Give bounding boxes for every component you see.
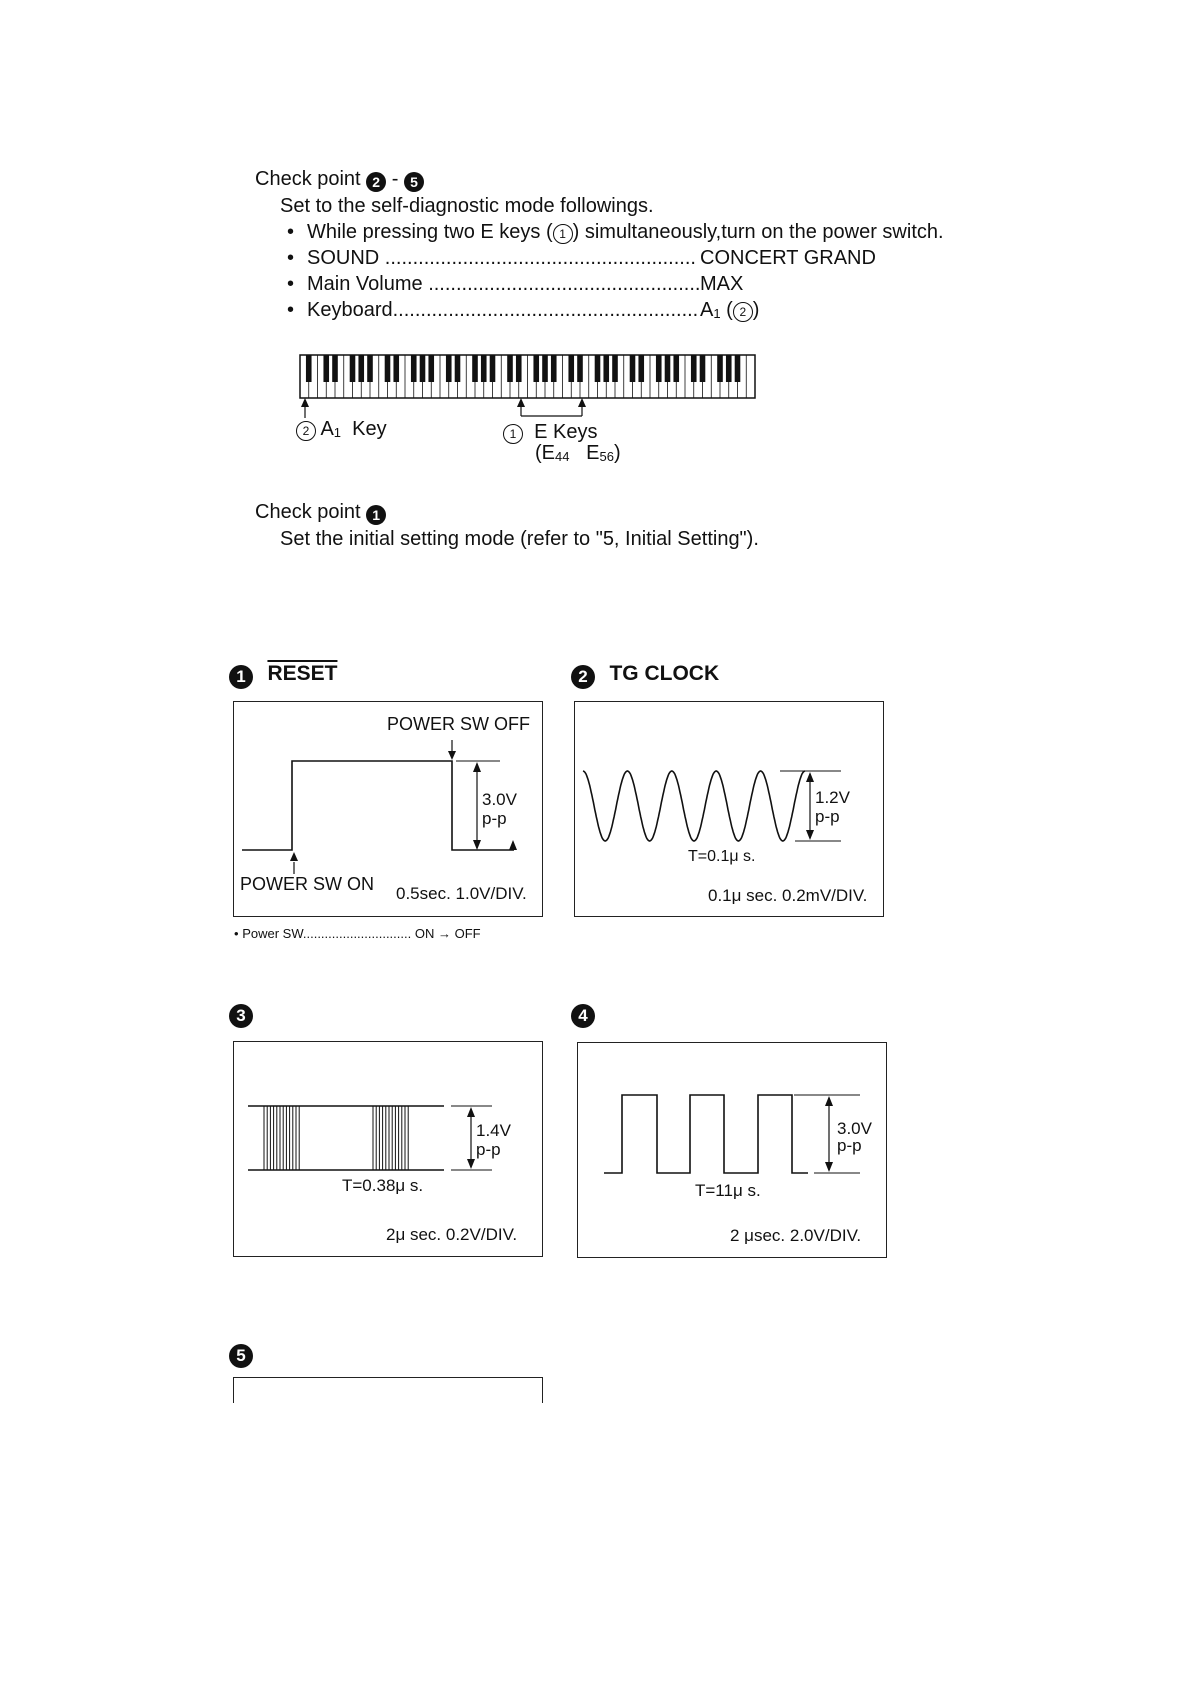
black-key [507, 355, 513, 382]
black-key [455, 355, 461, 382]
e-keys-text: E Keys [534, 421, 598, 443]
bullet-press-e-keys [287, 221, 944, 244]
black-key [323, 355, 329, 382]
step-4-badge: 4 [571, 1004, 595, 1028]
black-key [717, 355, 723, 382]
amplitude-pp: p-p [476, 1140, 501, 1159]
black-key [735, 355, 741, 382]
step-5-badge: 5 [229, 1344, 253, 1368]
ref-2-badge: 2 [296, 421, 316, 441]
amplitude-pp: p-p [837, 1136, 862, 1155]
amplitude-pp: p-p [815, 807, 840, 826]
setting-keyboard-row [287, 299, 698, 322]
label-power-sw-on: POWER SW ON [240, 874, 374, 894]
panel-3-heading [229, 1004, 253, 1028]
step-2-badge: 2 [571, 665, 595, 689]
setting-sound-label: SOUND [307, 247, 380, 269]
key-a-sub: 1 [333, 425, 342, 440]
black-key [393, 355, 399, 382]
black-key [420, 355, 426, 382]
label-e-keys [503, 421, 597, 444]
black-key [673, 355, 679, 382]
black-key [700, 355, 706, 382]
black-key [726, 355, 732, 382]
black-key [533, 355, 539, 382]
instruction-self-diagnostic: Set to the self-diagnostic mode followings. [280, 195, 654, 217]
label-power-sw-off: POWER SW OFF [387, 714, 530, 734]
setting-sound-row [287, 247, 696, 270]
black-key [691, 355, 697, 382]
label-a1-key [296, 418, 387, 441]
black-key [638, 355, 644, 382]
waveform-box-reset [233, 701, 543, 917]
black-key [306, 355, 312, 382]
step-1-badge: 1 [229, 665, 253, 689]
panel-2-heading [571, 662, 719, 689]
black-key [542, 355, 548, 382]
black-key [568, 355, 574, 382]
check-point-heading-a [255, 168, 424, 192]
key-a-sub: 1 [713, 306, 721, 321]
leader-dots: ................................................. [428, 273, 701, 295]
scale-label: 0.1μ sec. 0.2mV/DIV. [708, 886, 868, 905]
label-e-range [535, 442, 621, 465]
step-5-badge: 5 [404, 172, 424, 192]
step-3-badge: 3 [229, 1004, 253, 1028]
setting-volume-value: MAX [700, 273, 744, 295]
panel-1-title: RESET [267, 662, 338, 685]
panel-1-heading [229, 662, 337, 689]
panel-4-heading [571, 1004, 595, 1028]
leader-dots: ........................................................ [384, 247, 696, 269]
waveform-box-4 [577, 1042, 887, 1258]
black-key [516, 355, 522, 382]
black-key [350, 355, 356, 382]
e56-label: E [586, 442, 600, 464]
note-label: Power SW [242, 926, 303, 941]
note-on: ON [414, 926, 435, 941]
black-key [472, 355, 478, 382]
black-key [411, 355, 417, 382]
paren-close: ) [752, 299, 760, 321]
instruction-initial-setting: Set the initial setting mode (refer to "5, Initial Setting"). [280, 528, 759, 550]
black-key [490, 355, 496, 382]
bullet-dot: • [287, 247, 295, 269]
scale-label: 0.5sec. 1.0V/DIV. [396, 884, 527, 903]
key-a: A [700, 299, 714, 321]
bracket-left-arrow [517, 398, 525, 407]
setting-volume-row [287, 273, 700, 296]
black-key [332, 355, 338, 382]
black-key [630, 355, 636, 382]
scale-label: 2 μsec. 2.0V/DIV. [730, 1226, 862, 1245]
amplitude-pp: p-p [482, 809, 507, 828]
step-2-badge: 2 [366, 172, 386, 192]
check-point-label: Check point [255, 501, 361, 523]
key-a: A [320, 418, 334, 440]
amplitude-label: 1.4V [476, 1121, 511, 1140]
waveform-box-5-partial [233, 1377, 543, 1403]
e44-label: (E [535, 442, 555, 464]
panel-2-title: TG CLOCK [609, 662, 720, 685]
ref-1-badge: 1 [553, 224, 573, 244]
check-point-heading-b [255, 501, 386, 525]
key-word: Key [352, 418, 387, 440]
power-sw-note [234, 926, 481, 941]
black-key [603, 355, 609, 382]
note-bullet: • [234, 926, 239, 941]
bullet-dot: • [287, 221, 295, 243]
black-key [481, 355, 487, 382]
amplitude-label: 1.2V [815, 788, 850, 807]
setting-volume-label: Main Volume [307, 273, 423, 295]
black-key [446, 355, 452, 382]
arrow-a1-head [301, 398, 309, 407]
e56-sub: 56 [599, 449, 614, 464]
period-label: T=11μ s. [695, 1181, 761, 1200]
bracket-right-arrow [578, 398, 586, 407]
paren-open: ( [720, 299, 733, 321]
check-point-label: Check point [255, 168, 361, 190]
black-key [428, 355, 434, 382]
ref-1-badge: 1 [503, 424, 523, 444]
leader-dots: ....................................................... [392, 299, 699, 321]
leader-dots: .............................. [302, 926, 412, 941]
keyboard-diagram [295, 350, 760, 422]
bullet-pre: While pressing two E keys ( [307, 221, 553, 243]
bullet-dot: • [287, 273, 295, 295]
black-key [358, 355, 364, 382]
setting-sound-value: CONCERT GRAND [700, 247, 876, 269]
amplitude-label: 3.0V [482, 790, 517, 809]
black-key [656, 355, 662, 382]
burst-lines [264, 1106, 408, 1170]
black-key [665, 355, 671, 382]
setting-keyboard-value [700, 299, 759, 322]
panel-5-heading [229, 1344, 253, 1368]
scale-label: 2μ sec. 0.2V/DIV. [386, 1225, 518, 1244]
waveform-box-tg-clock [574, 701, 884, 917]
period-label: T=0.38μ s. [342, 1176, 424, 1195]
e44-sub: 44 [555, 449, 570, 464]
black-key [595, 355, 601, 382]
black-key [577, 355, 583, 382]
ref-2-badge: 2 [733, 302, 753, 322]
note-off: OFF [454, 926, 481, 941]
black-key [385, 355, 391, 382]
period-label: T=0.1μ s. [688, 848, 756, 865]
waveform-box-3 [233, 1041, 543, 1257]
bullet-post: ) simultaneously,turn on the power switch. [572, 221, 944, 243]
black-key [367, 355, 373, 382]
arrow-right-icon: → [437, 926, 451, 941]
bullet-dot: • [287, 299, 295, 321]
black-key [551, 355, 557, 382]
step-1-badge: 1 [366, 505, 386, 525]
paren-close: ) [613, 442, 621, 464]
setting-keyboard-label: Keyboard [307, 299, 393, 321]
black-key [612, 355, 618, 382]
range-separator: - [391, 168, 399, 190]
amplitude-label: 3.0V [837, 1119, 872, 1138]
